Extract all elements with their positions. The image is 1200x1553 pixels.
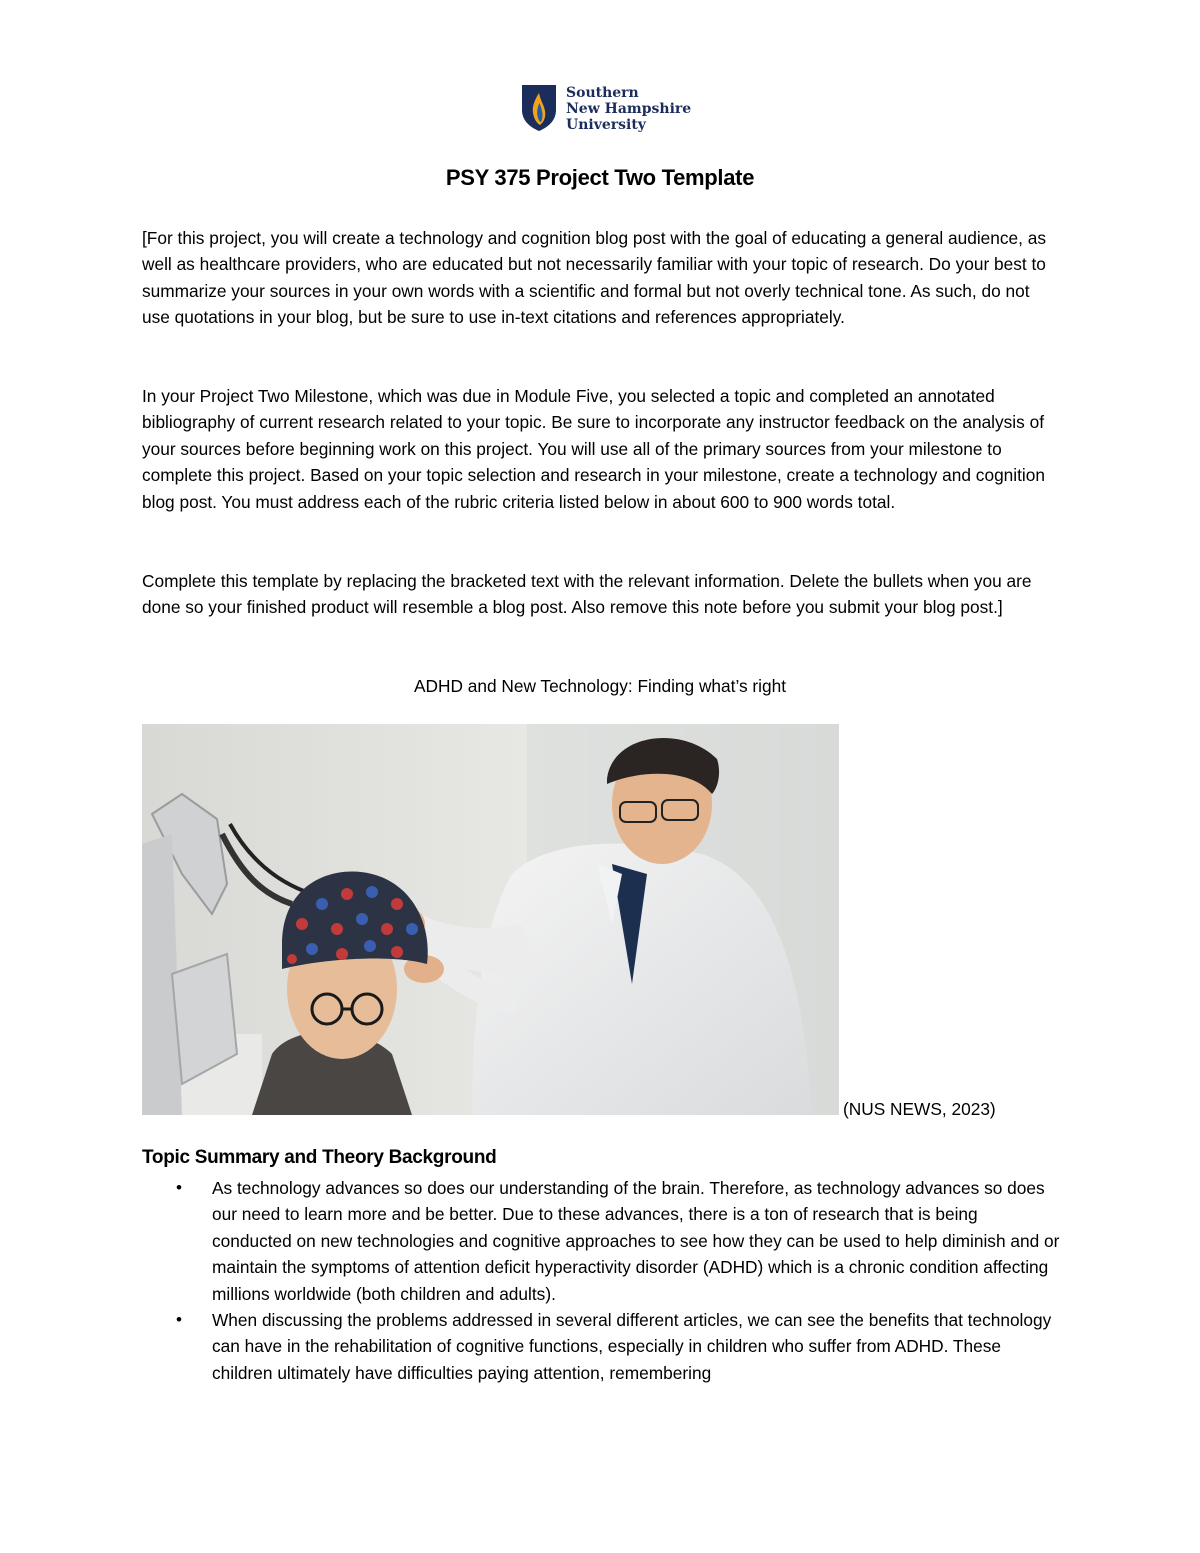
blog-title: ADHD and New Technology: Finding what’s right [413,676,787,696]
section-heading: Topic Summary and Theory Background [142,1147,497,1168]
image-caption: (NUS NEWS, 2023) [843,1099,996,1119]
logo-wordmark [566,85,691,133]
list-item [142,1175,1062,1307]
photo-illustration [142,724,839,1115]
list-item [142,1307,1062,1386]
university-logo [521,84,691,133]
logo-line-3: University [566,117,646,133]
intro-paragraph-2: In your Project Two Milestone, which was due in Module Five, you selected a topic and completed an annotated bibliography of current research related to your topic. Be sure to incorporate any instructor feedback on the analysis of your sources before beginning work on this project. You will use all of the primary sources from your milestone to complete this project. Based on your topic selection and research in your milestone, create a technology and cognition blog post. You must address each of the rubric criteria listed below in about 600 to 900 words total. [142,386,1045,512]
document-title: PSY 375 Project Two Template [445,165,755,190]
logo-line-2: New Hampshire [566,101,692,117]
eeg-cap-photo [142,724,839,1115]
intro-paragraph-3: Complete this template by replacing the bracketed text with the relevant information. Delete the bullets when you are done so your finished product will resemble a blog post. Also remove this note before you submit your blog post.] [142,571,1032,618]
bullet-icon: • [176,1178,182,1197]
logo-line-1: Southern [566,85,639,101]
bullet-icon: • [176,1310,182,1330]
bullet-text: As technology advances so does our understanding of the brain. Therefore, as technology advances so does our need to learn more and be better. Due to these advances, there is a ton of research that is being conducted on new technologies and cognitive approaches to see how they can be used to help diminish and or maintain the symptoms of attention deficit hyperactivity disorder (ADHD) which is a chronic condition affecting millions worldwide (both children and adults). [212,1178,1060,1304]
bullet-text: When discussing the problems addressed in several different articles, we can see the benefits that technology can have in the rehabilitation of cognitive functions, especially in children who suffer from ADHD. These children ultimately have difficulties paying attention, remembering [212,1310,1052,1383]
bullet-list [142,1175,1062,1386]
intro-paragraph-1: [For this project, you will create a technology and cognition blog post with the goal of educating a general audience, as well as healthcare providers, who are educated but not necessarily familiar with your topic of research. Do your best to summarize your sources in your own words with a scientific and formal but not overly technical tone. As such, do not use quotations in your blog, but be sure to use in-text citations and references appropriately. [142,228,1046,328]
shield-flame-icon [521,84,557,132]
